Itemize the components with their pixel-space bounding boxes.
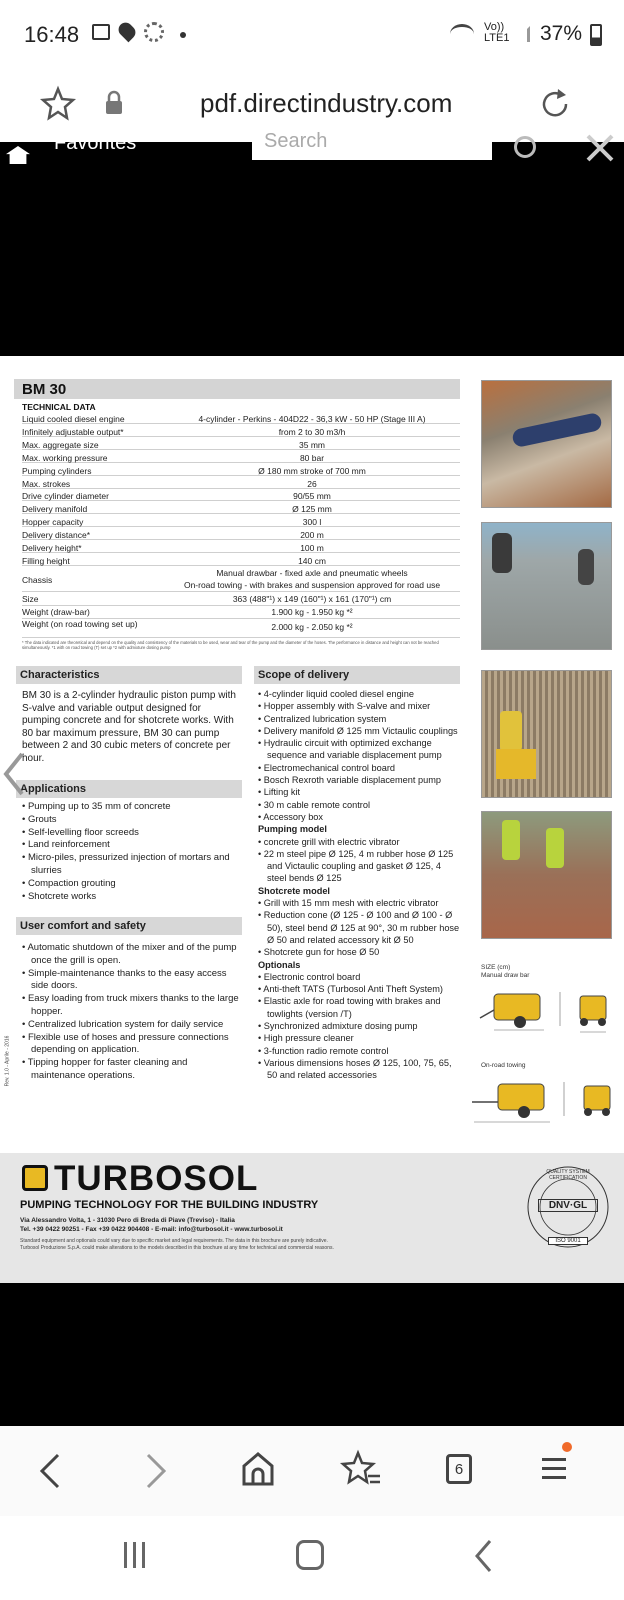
list-item: • Lifting kit xyxy=(258,787,301,798)
weight-row xyxy=(22,607,460,619)
spec-key: Max. working pressure xyxy=(22,452,108,463)
spec-value: Ø 125 mm xyxy=(292,504,332,515)
list-item: • Grouts xyxy=(22,813,57,825)
spec-key: Delivery height* xyxy=(22,543,82,553)
previous-page-icon[interactable] xyxy=(2,752,26,796)
spec-value: 200 m xyxy=(300,530,324,541)
applications-heading: Applications xyxy=(16,780,242,798)
pdf-viewer-background-bottom xyxy=(0,1283,624,1426)
list-item: • Land reinforcement xyxy=(22,839,110,851)
notification-dot-icon xyxy=(180,32,186,38)
bookmarks-icon[interactable] xyxy=(342,1450,382,1488)
spec-key: Liquid cooled diesel engine xyxy=(22,414,125,424)
status-time: 16:48 xyxy=(24,22,80,47)
home-nav-icon[interactable] xyxy=(240,1450,276,1488)
close-icon[interactable] xyxy=(584,142,616,164)
spec-key: Max. aggregate size xyxy=(22,439,99,450)
size-row xyxy=(22,594,460,606)
list-item: • Anti-theft TATS (Turbosol Anti Theft System) xyxy=(258,984,443,995)
spec-key: Max. strokes xyxy=(22,478,71,489)
url-text[interactable]: pdf.directindustry.com xyxy=(200,88,453,118)
signal-icon xyxy=(516,26,530,42)
spec-value: from 2 to 30 m3/h xyxy=(278,426,346,437)
hose-shape xyxy=(511,412,603,448)
disclaimer-line-2: Turbosol Produzione S.p.A. could make alterations to the models described in this brochure at any time for technical and commercial reasons. xyxy=(20,1245,334,1251)
battery-icon xyxy=(590,24,602,46)
system-nav-bar xyxy=(0,1516,624,1600)
list-item: • Hopper assembly with S-valve and mixer xyxy=(258,701,431,712)
spec-row xyxy=(22,543,460,553)
home-button-icon[interactable] xyxy=(296,1540,324,1570)
list-item: • 3-function radio remote control xyxy=(258,1045,389,1056)
search-icon[interactable] xyxy=(514,136,536,158)
list-item: • Self-levelling floor screeds xyxy=(22,826,139,838)
brand-address: Via Alessandro Volta, 1 - 31030 Pero di Breda di Piave (Treviso) - Italia xyxy=(20,1217,235,1224)
pumping-model-heading: Pumping model xyxy=(258,824,327,835)
revision-label: Rev. 1.0 - Aprile - 2016 xyxy=(4,1035,11,1087)
certification-seal xyxy=(524,1163,612,1251)
spec-value: 35 mm xyxy=(299,439,325,450)
list-item: • Elastic axle for road towing with brakes and towlights (version /T) xyxy=(258,996,441,1019)
size-label: Size xyxy=(22,594,39,604)
spec-key: Delivery manifold xyxy=(22,504,88,515)
weight-road-value: 2.000 kg - 2.050 kg *² xyxy=(271,622,353,632)
list-item: • Flexible use of hoses and pressure connections depending on application. xyxy=(22,1031,229,1056)
brand-tagline: PUMPING TECHNOLOGY FOR THE BUILDING INDUSTRY xyxy=(20,1199,319,1211)
worker-shape xyxy=(502,820,520,860)
list-item: • Delivery manifold Ø 125 mm Victaulic couplings xyxy=(258,725,458,736)
spec-row xyxy=(22,414,460,424)
list-item: • 22 m steel pipe Ø 125, 4 m rubber hose Ø 125 and Victaulic coupling and gasket Ø 125, 4 steel bends Ø 125 xyxy=(258,848,454,884)
cert-iso: ISO 9001 xyxy=(548,1237,588,1245)
menu-icon[interactable] xyxy=(540,1454,570,1484)
list-item: • Compaction grouting xyxy=(22,877,116,889)
spec-value: 4-cylinder - Perkins - 404D22 - 36,3 kW - 50 HP (Stage III A) xyxy=(198,414,426,424)
list-item: • Easy loading from truck mixers thanks to the large hopper. xyxy=(22,993,239,1017)
spec-row xyxy=(22,466,460,476)
diagram-manual-label: Manual draw bar xyxy=(481,972,530,979)
cert-name: DNV·GL xyxy=(538,1199,598,1212)
chassis-label: Chassis xyxy=(22,575,53,585)
list-item: • Automatic shutdown of the mixer and of the pump once the grill is open. xyxy=(22,942,237,966)
overlay-search-placeholder: Search xyxy=(264,130,328,152)
sync-icon xyxy=(144,22,164,42)
weight-road-row xyxy=(22,620,460,638)
menu-badge-icon xyxy=(562,1442,572,1452)
system-back-icon[interactable] xyxy=(472,1538,496,1574)
onroad-towing-diagram xyxy=(470,1072,620,1132)
applications-list xyxy=(22,801,242,903)
worker-shape xyxy=(546,828,564,868)
list-item: • Pumping up to 35 mm of concrete xyxy=(22,801,171,812)
photo-micro-piles xyxy=(481,811,612,939)
list-item: • Shotcrete works xyxy=(22,890,97,902)
manual-drawbar-diagram xyxy=(478,982,620,1040)
lift-shape xyxy=(496,749,536,779)
spec-row xyxy=(22,530,460,540)
model-title: BM 30 xyxy=(22,381,67,398)
lock-icon xyxy=(104,90,124,116)
list-item: • High pressure cleaner xyxy=(258,1033,354,1044)
spec-value: 100 m xyxy=(300,543,324,553)
chassis-value-2: On-road towing - with brakes and suspension approved for road use xyxy=(183,580,441,590)
spec-value: 90/55 mm xyxy=(293,491,331,502)
optionals-heading: Optionals xyxy=(258,959,301,970)
shotcrete-model-heading: Shotcrete model xyxy=(258,885,330,896)
list-item: • concrete grill with electric vibrator xyxy=(258,836,400,847)
spec-value: Ø 180 mm stroke of 700 mm xyxy=(258,465,366,476)
size-value: 363 (488"¹) x 149 (160"¹) x 161 (170"¹) cm xyxy=(232,594,392,604)
list-item: • Electromechanical control board xyxy=(258,762,396,773)
spec-value: 300 l xyxy=(302,517,322,528)
weight-drawbar-value: 1.900 kg - 1.950 kg *² xyxy=(271,607,353,617)
spec-value: 26 xyxy=(307,478,317,489)
technical-data-heading: TECHNICAL DATA xyxy=(22,402,96,412)
forward-icon[interactable] xyxy=(142,1452,170,1490)
spec-row xyxy=(22,479,460,489)
network-label: Vo)) LTE1 xyxy=(484,21,510,44)
bookmark-star-icon[interactable] xyxy=(40,86,76,122)
turbosol-logo-icon xyxy=(22,1165,48,1191)
worker-shape xyxy=(578,549,594,585)
comfort-list xyxy=(22,942,242,1083)
weight-drawbar-label: Weight (draw-bar) xyxy=(22,607,90,617)
list-item: • Reduction cone (Ø 125 - Ø 100 and Ø 100 - Ø 50), steel bend Ø 125 at 90°, 30 m rubber hose Ø 50 and related accessory kit Ø 50 xyxy=(258,910,460,945)
list-item: • Centralized lubrication system xyxy=(258,713,387,724)
battery-percent: 37% xyxy=(540,22,583,45)
spec-key: Pumping cylinders xyxy=(22,465,92,476)
scope-heading: Scope of delivery xyxy=(254,666,460,684)
weight-road-label: Weight (on road towing set up) xyxy=(22,619,138,629)
spec-key: Drive cylinder diameter xyxy=(22,491,109,502)
photo-concrete-rebar xyxy=(481,380,612,508)
diagram-onroad-label: On-road towing xyxy=(481,1062,526,1069)
back-icon[interactable] xyxy=(36,1452,64,1490)
spec-row xyxy=(22,453,460,463)
spec-value: 80 bar xyxy=(299,452,325,463)
list-item: • 30 m cable remote control xyxy=(258,799,370,810)
spec-row xyxy=(22,504,460,514)
list-item: • Various dimensions hoses Ø 125, 100, 75, 65, 50 and related accessories xyxy=(258,1057,452,1081)
spec-value: 140 cm xyxy=(298,555,326,566)
worker-shape xyxy=(492,533,512,573)
characteristics-text: BM 30 is a 2-cylinder hydraulic piston pump with S-valve and variable output designed for pumping concrete and for shotcrete works. With 80 bar maximum pressure, BM 30 can pump between 2 and 30 cubic meters of concrete per hour. xyxy=(22,690,236,764)
pdf-viewer-background xyxy=(0,164,624,356)
comfort-heading: User comfort and safety xyxy=(16,917,242,935)
wifi-icon xyxy=(450,24,474,44)
list-item: • Shotcrete gun for hose Ø 50 xyxy=(258,947,380,958)
model-header xyxy=(14,379,460,399)
spec-key: Filling height xyxy=(22,555,70,566)
spec-row xyxy=(22,440,460,450)
scope-list xyxy=(258,688,462,1082)
gallery-icon xyxy=(92,24,110,40)
tabs-count: 6 xyxy=(454,1461,464,1478)
brochure-footer xyxy=(0,1153,624,1283)
brand-name: TURBOSOL xyxy=(54,1159,259,1198)
list-item: • Tipping hopper for faster cleaning and maintenance operations. xyxy=(22,1057,188,1081)
worker-shape xyxy=(500,711,522,751)
spec-row xyxy=(22,491,460,501)
location-icon xyxy=(116,20,139,43)
list-item: • Grill with 15 mm mesh with electric vibrator xyxy=(258,898,439,909)
list-item: • Centralized lubrication system for daily service xyxy=(22,1018,224,1030)
cert-ring-text: QUALITY SYSTEM CERTIFICATION xyxy=(546,1169,590,1181)
recent-apps-icon[interactable] xyxy=(122,1542,148,1570)
status-bar xyxy=(0,0,624,72)
spec-footnote: * The data indicated are theoretical and depend on the quality and consistency of the materials to be used, wear and tear of the pump and the diameter of the hoses. The performance in distance and height can not be reached simultaneously. *1 with on road towing (T) set up *2 with admixture dosing pump xyxy=(22,640,439,650)
pdf-page xyxy=(0,356,624,1283)
overlay-search-box[interactable] xyxy=(252,130,492,160)
list-item: • Hydraulic circuit with optimized exchange sequence and variable displacement pump xyxy=(258,738,442,761)
spec-row xyxy=(22,556,460,566)
reload-icon[interactable] xyxy=(538,86,574,122)
photo-shotcrete-wall xyxy=(481,670,612,798)
browser-nav-bar xyxy=(0,1426,624,1516)
list-item: • 4-cylinder liquid cooled diesel engine xyxy=(258,689,414,699)
photo-workers-screed xyxy=(481,522,612,650)
list-item: • Accessory box xyxy=(258,811,324,822)
spec-row xyxy=(22,517,460,527)
brand-contacts: Tel. +39 0422 90251 - Fax +39 0422 904408 - E-mail: info@turbosol.it - www.turbosol.it xyxy=(20,1226,283,1233)
page-overlay-strip xyxy=(0,130,624,164)
list-item: • Simple-maintenance thanks to the easy access side doors. xyxy=(22,967,227,992)
spec-key: Infinitely adjustable output* xyxy=(22,426,124,437)
list-item: • Micro-piles, pressurized injection of mortars and slurries xyxy=(22,852,230,876)
disclaimer-line-1: Standard equipment and optionals could vary due to specific market and legal requirements. The data in this brochure are purely indicative. xyxy=(20,1238,328,1244)
chassis-value-1: Manual drawbar - fixed axle and pneumatic wheels xyxy=(216,568,408,578)
chassis-row xyxy=(22,568,460,592)
characteristics-heading: Characteristics xyxy=(16,666,242,684)
spec-row xyxy=(22,427,460,437)
spec-key: Delivery distance* xyxy=(22,530,91,541)
spec-key: Hopper capacity xyxy=(22,517,84,528)
list-item: • Electronic control board xyxy=(258,971,361,982)
diagram-size-label: SIZE (cm) xyxy=(481,964,511,971)
list-item: • Synchronized admixture dosing pump xyxy=(258,1021,418,1032)
tabs-button[interactable] xyxy=(446,1454,472,1484)
list-item: • Bosch Rexroth variable displacement pump xyxy=(258,775,441,786)
favorites-link[interactable]: Favorites xyxy=(54,132,137,154)
home-icon[interactable] xyxy=(6,146,30,164)
